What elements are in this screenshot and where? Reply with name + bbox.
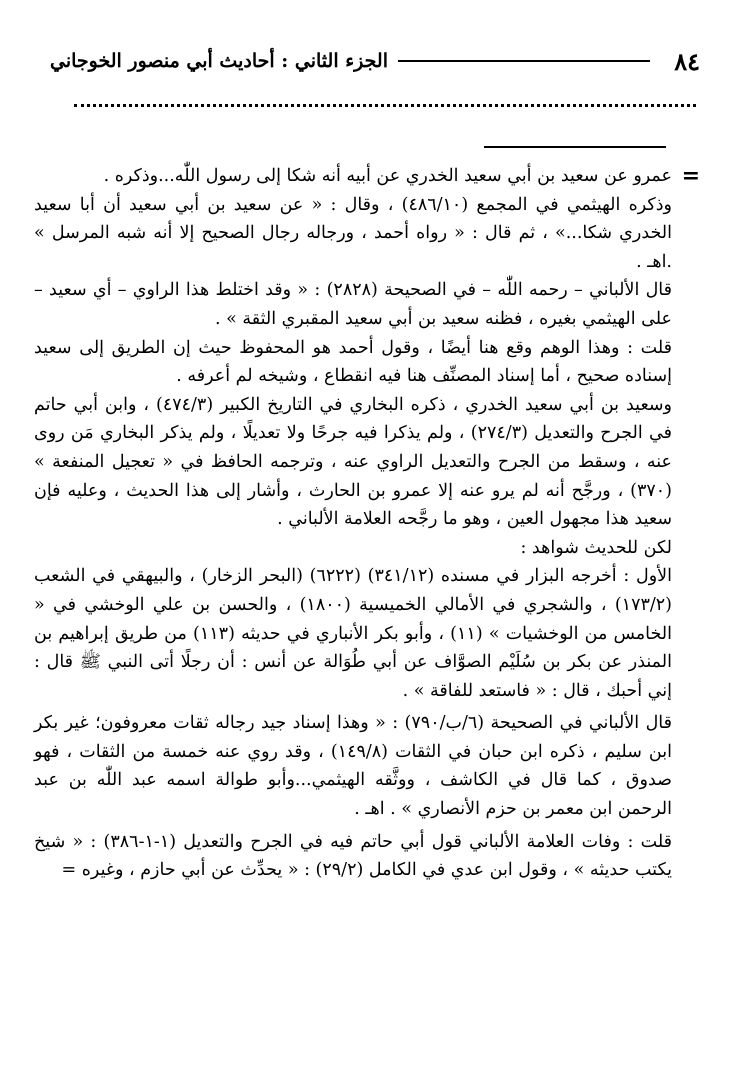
dotted-separator: [74, 104, 696, 107]
paragraph-4: قلت : وهذا الوهم وقع هنا أيضًا ، وقول أحمد هو المحفوظ حيث إن الطريق إلى سعيد إسناده صحيح ، أما إسناد المصنِّف هنا فيه انقطاع ، وشيخه لم أعرفه .: [34, 337, 672, 387]
paragraph-5: وسعيد بن أبي سعيد الخدري ، ذكره البخاري في التاريخ الكبير (٤٧٤/٣) ، وابن أبي حاتم في الجرح والتعديل (٢٧٤/٣) ، ولم يذكرا فيه جرحًا ولا تعديلًا ، ولم يذكر البخاري مَن روى عنه ، وسقط من الجرح والتعديل الراوي عنه ، وترجمه الحافظ في « تعجيل المنفعة » (٣٧٠) ، ورجَّح أنه لم يرو عنه إلا عمرو بن الحارث ، وأشار إلى هذا الحديث ، وعليه فإن سعيد هذا مجهول العين ، وهو ما رجَّحه العلامة الألباني .: [34, 394, 672, 530]
running-title: الجزء الثاني : أحاديث أبي منصور الخوجاني: [50, 50, 388, 72]
header-rule: [398, 60, 650, 62]
paragraph-6: لكن للحديث شواهد :: [520, 537, 672, 558]
page-header: [50, 44, 700, 78]
paragraph-9: قلت : وفات العلامة الألباني قول أبي حاتم فيه في الجرح والتعديل (١-١-٣٨٦) : « شيخ يكتب حديثه » ، وقول ابن عدي في الكامل (٢٩/٢) : « يحدِّث عن أبي حازم ، وغيره =: [34, 831, 673, 881]
paragraph-3: قال الألباني – رحمه اللّٰه – في الصحيحة (٢٨٢٨) : « وقد اختلط هذا الراوي – أي سعيد – على الهيثمي بغيره ، فظنه سعيد بن أبي سعيد المقبري الثقة » .: [34, 280, 673, 329]
paragraph-8: قال الألباني في الصحيحة (٦/ب/٧٩٠) : « وهذا إسناد جيد رجاله ثقات معروفون؛ غير بكر ابن سليم ، ذكره ابن حبان في الثقات (١٤٩/٨) ، وقد روي عنه خمسة من الثقات ، فهو صدوق ، كما قال في الكاشف ، ووثَّقه الهيثمي...وأبو طوالة اسمه عبد اللّٰه بن عبد الرحمن ابن معمر بن حزم الأنصاري » . اهـ .: [34, 713, 672, 820]
footnote-separator: [484, 146, 666, 148]
paragraph-1: عمرو عن سعيد بن أبي سعيد الخدري عن أبيه أنه شكا إلى رسول اللّٰه...وذكره .: [103, 166, 672, 186]
continuation-mark: =: [681, 163, 700, 189]
footnote-body: [34, 162, 672, 885]
paragraph-2: وذكره الهيثمي في المجمع (٤٨٦/١٠) ، وقال : « عن سعيد بن أبي سعيد أن أبا سعيد الخدري شكا...» ، ثم قال : « رواه أحمد ، ورجاله رجال الصحيح إلا أنه شبه المرسل » .اهـ .: [34, 194, 672, 272]
paragraph-7: الأول : أخرجه البزار في مسنده (٣٤١/١٢) (٦٢٢٢) (البحر الزخار) ، والبيهقي في الشعب (١٧٣/٢) ، والشجري في الأمالي الخميسية (١٨٠٠) ، والحسن بن علي الوخشي في « الخامس من الوخشيات » (١١) ، وأبو بكر الأنباري في حديثه (١١٣) من طريق إبراهيم بن المنذر عن بكر بن سُلَيْم الصوَّاف عن أبي طُوَالة عن أنس : أن رجلًا أتى النبي ﷺ قال : إني أحبك ، قال : « فاستعد للفاقة » .: [34, 566, 673, 701]
page-number: ٨٤: [674, 46, 700, 76]
